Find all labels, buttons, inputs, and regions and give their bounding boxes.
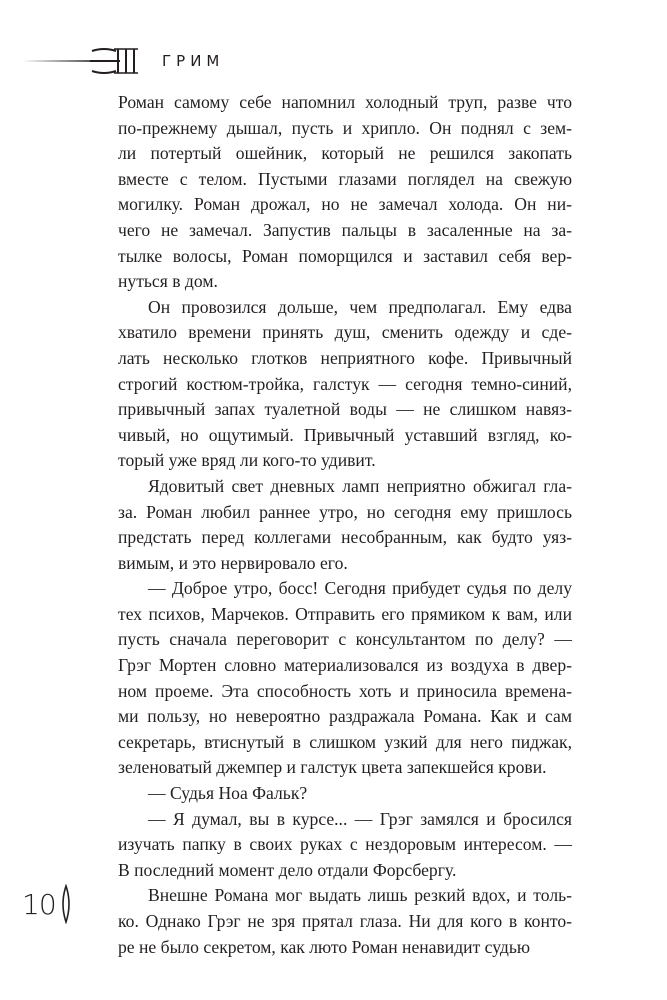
text-line: ли потертый ошейник, который не решился закопать xyxy=(118,143,572,164)
text-line: — Я думал, вы в курсе... — Грэг замялся и бросился xyxy=(148,808,572,829)
text-line: секретарь, втиснутый в слишком узкий для него пиджак, xyxy=(118,731,572,752)
text-line: В последний момент дело отдали Форсбергу. xyxy=(118,859,457,880)
text-line: зеленоватый джемпер и галстук цвета запекшейся крови. xyxy=(118,757,547,778)
text-line: ми пользу, но невероятно раздражала Романа. Как и сам xyxy=(118,706,572,727)
text-line: предстать перед коллегами несобранным, как будто уяз- xyxy=(118,527,572,548)
text-line: хватило времени принять душ, сменить одежду и сде- xyxy=(118,322,572,343)
running-title: ГРИМ xyxy=(162,52,225,70)
text-line: тылке волосы, Роман поморщился и заставил себя вер- xyxy=(118,245,572,266)
paragraph xyxy=(118,576,572,781)
text-line: за. Роман любил раннее утро, но сегодня ему пришлось xyxy=(118,501,572,522)
body-text xyxy=(118,90,572,960)
text-line: пусть сначала переговорит с консультантом по делу? — xyxy=(118,629,572,650)
ornament-icon xyxy=(20,44,150,78)
text-line: Он провозился дольше, чем предполагал. Ему едва xyxy=(148,296,572,317)
text-line: ре не было секретом, как люто Роман ненавидит судью xyxy=(118,936,531,957)
paragraph xyxy=(118,781,572,807)
page-number xyxy=(22,884,74,924)
text-line: торый уже вряд ли кого-то удивит. xyxy=(118,450,376,471)
paragraph xyxy=(118,807,572,884)
paragraph xyxy=(118,474,572,576)
text-line: ко. Однако Грэг не зря прятал глаза. Ни для кого в конто- xyxy=(118,911,572,931)
text-line: лать несколько глотков неприятного кофе. Привычный xyxy=(118,347,572,368)
running-header xyxy=(20,44,224,78)
text-line: привычный запах туалетной воды — не слишком навяз- xyxy=(118,399,572,420)
text-line: вимым, и это нервировало его. xyxy=(118,552,348,573)
text-line: Грэг Мортен словно материализовался из воздуха в двер- xyxy=(118,655,572,676)
text-line: Роман самому себе напомнил холодный труп, разве что xyxy=(118,92,572,112)
text-line: нуться в дом. xyxy=(118,271,218,292)
text-line: ном проеме. Эта способность хоть и приносила времена- xyxy=(118,680,572,701)
text-line: изучать папку в своих руках с нездоровым интересом. — xyxy=(118,834,572,855)
text-line: по-прежнему дышал, пусть и хрипло. Он поднял с зем- xyxy=(118,117,572,138)
text-line: чего не замечал. Запустив пальцы в засаленные на за- xyxy=(118,219,572,240)
paragraph xyxy=(118,90,572,295)
text-line: могилку. Роман дрожал, но не замечал холода. Он ни- xyxy=(118,194,572,215)
text-line: чивый, но ощутимый. Привычный уставший взгляд, ко- xyxy=(118,424,572,445)
text-line: — Доброе утро, босс! Сегодня прибудет судья по делу xyxy=(148,578,572,599)
text-line: тех психов, Марчеков. Отправить его прямиком к вам, или xyxy=(118,603,572,624)
text-line: строгий костюм-тройка, галстук — сегодня темно-синий, xyxy=(118,373,572,394)
paragraph xyxy=(118,883,572,960)
paragraph xyxy=(118,295,572,474)
text-line: вместе с телом. Пустыми глазами поглядел на свежую xyxy=(118,168,572,189)
page-number-text: 10 xyxy=(22,887,56,921)
text-line: — Судья Ноа Фальк? xyxy=(148,783,308,804)
text-line: Внешне Романа мог выдать лишь резкий вдох, и толь- xyxy=(148,885,572,906)
folio-ornament-icon xyxy=(58,884,74,924)
text-line: Ядовитый свет дневных ламп неприятно обжигал гла- xyxy=(148,475,572,496)
